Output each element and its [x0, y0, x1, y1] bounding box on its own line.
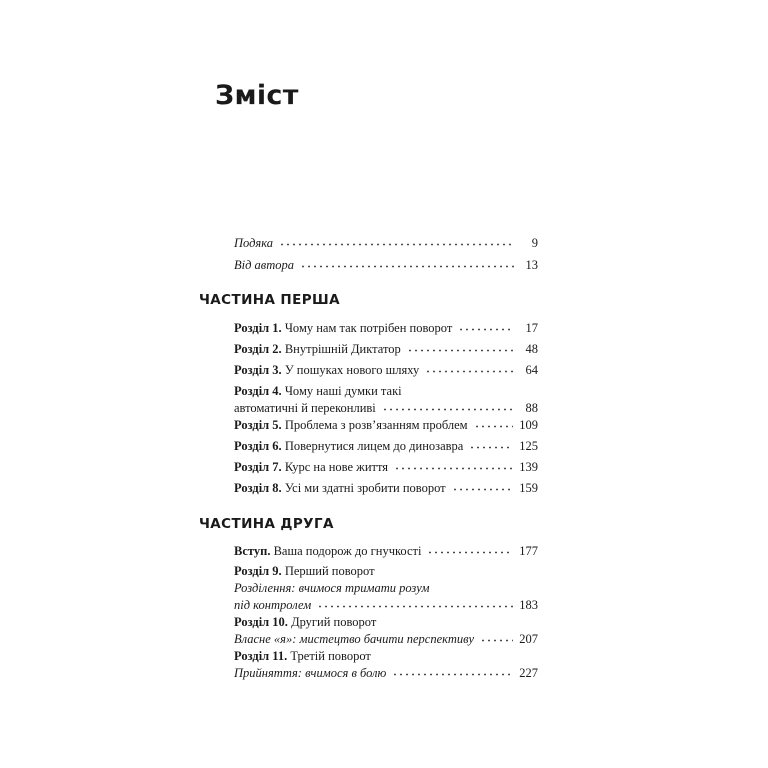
toc-page-number: 159 [519, 481, 538, 495]
dot-leader [469, 437, 513, 449]
toc-entry-chapter-1[interactable] [234, 320, 538, 337]
toc-entry-chapter-5[interactable] [234, 417, 538, 434]
chapter-number: Розділ 8. [234, 481, 282, 495]
toc-page-number: 139 [519, 460, 538, 474]
chapter-title: Повернутися лицем до динозавра [284, 439, 464, 453]
page-title: Зміст [215, 80, 299, 111]
chapter-title: Усі ми здатні зробити поворот [284, 481, 446, 495]
toc-page-number: 9 [531, 236, 538, 250]
chapter-title: Проблема з розв’язанням проблем [284, 418, 468, 432]
toc-page-number: 207 [519, 632, 538, 646]
toc-page-number: 177 [519, 544, 538, 558]
chapter-title: Перший поворот [284, 564, 375, 578]
toc-entry-chapter-4[interactable] [234, 383, 538, 417]
chapter-number: Вступ. [234, 544, 271, 558]
chapter-number: Розділ 7. [234, 460, 282, 474]
chapter-title: Третій поворот [290, 649, 371, 663]
toc-page-number: 88 [525, 401, 538, 415]
toc-entry-chapter-3[interactable] [234, 362, 538, 379]
part-one-heading: ЧАСТИНА ПЕРША [199, 292, 340, 308]
chapter-subtitle: Власне «я»: мистецтво бачити перспективу [234, 632, 475, 646]
toc-page-number: 17 [525, 321, 538, 335]
toc-entry-chapter-8[interactable] [234, 480, 538, 497]
toc-entry-title: Від автора [234, 258, 295, 272]
chapter-title: Ваша подорож до гнучкості [273, 544, 422, 558]
chapter-number: Розділ 2. [234, 342, 282, 356]
chapter-title: Другий поворот [291, 615, 377, 629]
toc-entry-from-author[interactable] [234, 257, 538, 274]
dot-leader [317, 596, 513, 608]
dot-leader [474, 416, 514, 428]
toc-page-number: 227 [519, 666, 538, 680]
toc-entry-chapter-10[interactable] [234, 614, 538, 648]
chapter-number: Розділ 3. [234, 363, 282, 377]
chapter-number: Розділ 11. [234, 649, 288, 663]
chapter-subtitle-continued: під контролем [234, 598, 312, 612]
toc-page-number: 125 [519, 439, 538, 453]
chapter-number: Розділ 5. [234, 418, 282, 432]
chapter-title: Чому наші думки такі [284, 384, 402, 398]
toc-page-number: 13 [525, 258, 538, 272]
chapter-title-continued: автоматичні й переконливі [234, 401, 376, 415]
chapter-subtitle: Прийняття: вчимося в болю [234, 666, 387, 680]
part-two-heading: ЧАСТИНА ДРУГА [199, 516, 334, 532]
chapter-title: У пошуках нового шляху [284, 363, 420, 377]
dot-leader [279, 234, 514, 246]
toc-page-number: 183 [519, 598, 538, 612]
toc-page-number: 64 [525, 363, 538, 377]
toc-entry-title: Подяка [234, 236, 274, 250]
toc-entry-chapter-7[interactable] [234, 459, 538, 476]
toc-entry-chapter-11[interactable] [234, 648, 538, 682]
dot-leader [480, 630, 513, 642]
dot-leader [458, 319, 514, 331]
toc-entry-chapter-6[interactable] [234, 438, 538, 455]
toc-entry-acknowledgements[interactable] [234, 235, 538, 252]
toc-entry-introduction[interactable] [234, 543, 538, 560]
dot-leader [427, 542, 513, 554]
toc-page-number: 48 [525, 342, 538, 356]
dot-leader [382, 399, 514, 411]
chapter-number: Розділ 4. [234, 384, 282, 398]
dot-leader [407, 340, 514, 352]
dot-leader [425, 361, 514, 373]
dot-leader [452, 479, 514, 491]
chapter-number: Розділ 10. [234, 615, 288, 629]
chapter-number: Розділ 6. [234, 439, 282, 453]
chapter-title: Внутрішній Диктатор [284, 342, 401, 356]
dot-leader [392, 664, 513, 676]
dot-leader [300, 256, 514, 268]
toc-page-number: 109 [519, 418, 538, 432]
toc-entry-chapter-2[interactable] [234, 341, 538, 358]
chapter-title: Чому нам так потрібен поворот [284, 321, 453, 335]
chapter-number: Розділ 9. [234, 564, 282, 578]
chapter-subtitle: Розділення: вчимося тримати розум [234, 581, 430, 595]
chapter-title: Курс на нове життя [284, 460, 389, 474]
dot-leader [394, 458, 513, 470]
toc-entry-chapter-9[interactable] [234, 563, 538, 614]
chapter-number: Розділ 1. [234, 321, 282, 335]
